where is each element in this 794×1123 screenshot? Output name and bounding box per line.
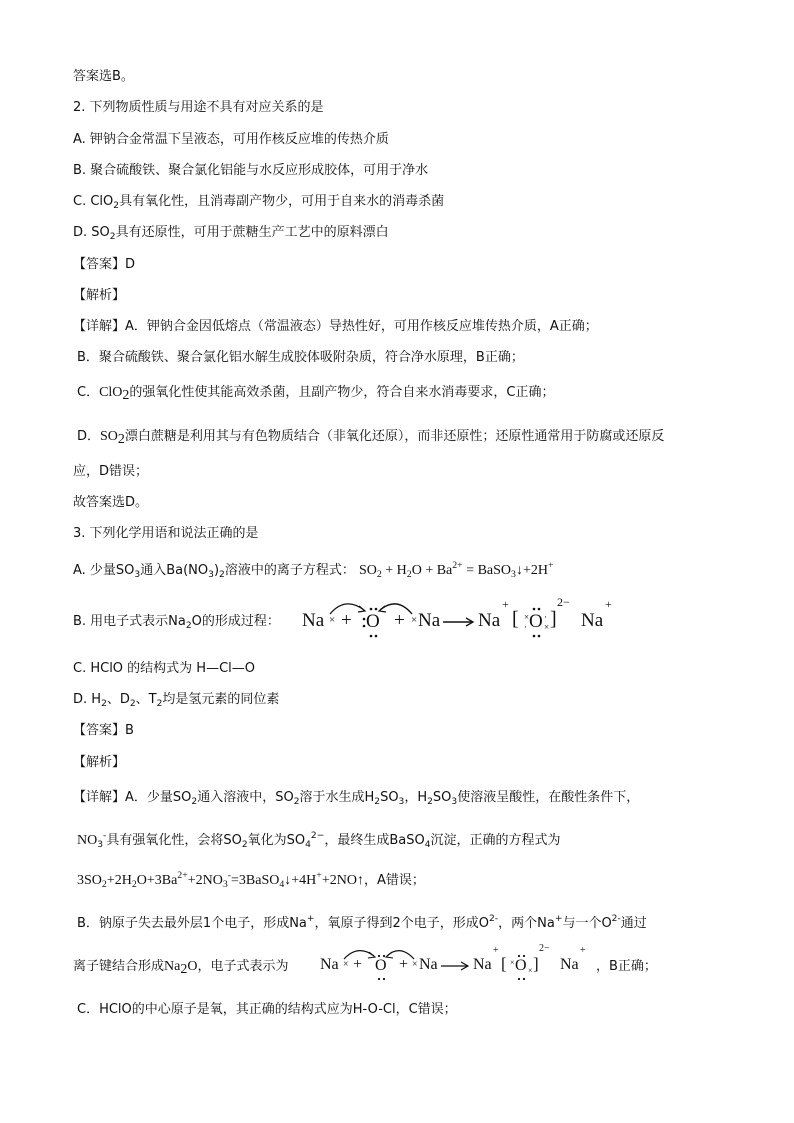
sodium-ion: Na <box>581 610 604 631</box>
explanation-line: 【详解】A．少量$SO_2$通入溶液中，$SO_2$溶于水生成$H_2SO_3$，$H_2SO_3$使溶液呈酸性，在酸性条件下， <box>73 790 640 807</box>
answer-label: 【答案】D <box>73 257 136 272</box>
sodium-ion: Na <box>560 956 579 973</box>
question-2-option-a: A. 钾钠合金常温下呈液态，可用作核反应堆的传热介质 <box>73 132 389 147</box>
sodium-symbol: Na <box>302 610 325 631</box>
explanation-line: B．钠原子失去最外层1个电子，形成Na+，氧原子得到2个电子，形成$O^{2-}$，两个Na+与一个$O^{2-}$通过 <box>77 914 647 931</box>
question-2-stem: 2. 下列物质性质与用途不具有对应关系的是 <box>73 100 324 115</box>
electron-mark: × <box>329 614 336 626</box>
bracket: ] <box>533 954 539 973</box>
oxygen-symbol: O <box>366 611 380 632</box>
explanation-line: C．ClO$_2$的强氧化性使其能高效杀菌，且副产物少，符合自来水消毒要求，C正确； <box>77 385 555 403</box>
sodium-symbol: Na <box>320 956 339 973</box>
electron-mark: × <box>411 614 418 626</box>
plus-sign: + <box>394 610 405 631</box>
oxygen-symbol: O <box>375 957 387 974</box>
analysis-label: 【解析】 <box>73 755 126 770</box>
explanation-line: C．HClO的中心原子是氧，其正确的结构式应为H-O-Cl，C错误； <box>77 1002 457 1017</box>
explanation-line: 离子键结合形成$Na_2O$，电子式表示为 <box>73 959 289 977</box>
bracket: [ <box>512 608 519 630</box>
ionic-equation: $SO_2 + H_2O + Ba^{2+}$ = BaSO$_3$↓+2H+ <box>358 560 554 580</box>
electron-arrows <box>300 596 630 642</box>
bracket: [ <box>501 954 507 973</box>
electron-mark: × <box>343 959 349 970</box>
svg-text:×: × <box>510 958 515 967</box>
electron-arrows <box>320 944 620 984</box>
question-3-option-d: D. $H_2$、$D_2$、$T_2$均是氢元素的同位素 <box>73 692 280 709</box>
chemical-equation: $3SO_2+2H_2O+3Ba^{2+}+2NO_3^-=3BaSO_4↓+4H^++2NO↑$，A错误； <box>77 870 425 890</box>
explanation-line: B．聚合硫酸铁、聚合氯化铝水解生成胶体吸附杂质，符合净水原理，B正确； <box>77 350 524 365</box>
answer-label: 【答案】B <box>73 723 134 738</box>
plus-sign: + <box>353 956 363 973</box>
bracket: ] <box>550 608 557 630</box>
svg-text:×: × <box>528 966 533 975</box>
explanation-line: 【详解】A．钾钠合金因低熔点（常温液态）导热性好，可用作核反应堆传热介质，A正确； <box>73 319 598 334</box>
analysis-label: 【解析】 <box>73 288 126 303</box>
sodium-ion: Na <box>478 610 501 631</box>
question-2-option-c: C. ClO$_2$具有氧化性，且消毒副产物少，可用于自来水的消毒杀菌 <box>73 194 445 211</box>
svg-text:·: · <box>524 622 527 632</box>
electron-formula-small: Na × + O + × Na Na + [ O ] 2− Na + × × <box>320 944 620 984</box>
text-line: 故答案选D。 <box>73 495 149 510</box>
question-2-option-d: D. $SO_2$具有还原性，可用于蔗糖生产工艺中的原料漂白 <box>73 225 389 242</box>
electron-formula-large: Na × + O + × Na Na + [ O ] 2− Na + × · · × <box>300 596 630 642</box>
question-3-option-c: C. HClO 的结构式为 H—Cl—O <box>73 661 256 676</box>
oxygen-symbol: O <box>515 957 527 974</box>
plus-sign: + <box>341 610 352 631</box>
plus-sign: + <box>399 956 409 973</box>
explanation-line-end: ，B正确； <box>596 959 657 974</box>
explanation-line: D．$SO_2$漂白蔗糖是利用其与有色物质结合（非氧化还原），而非还原性；还原性通常用于防腐或还原反 <box>77 429 665 447</box>
svg-text:×: × <box>544 622 550 632</box>
oxygen-symbol: O <box>529 611 543 632</box>
svg-text:·: · <box>544 612 547 622</box>
question-2-option-b: B. 聚合硫酸铁、聚合氯化铝能与水反应形成胶体，可用于净水 <box>73 163 429 178</box>
sodium-symbol: Na <box>419 956 438 973</box>
question-3-option-b: B. 用电子式表示$Na_2O$的形成过程： <box>73 614 280 631</box>
electron-mark: × <box>412 959 418 970</box>
question-3-option-a: A. 少量$SO_3$通入$Ba(NO_3)_2$溶液中的离子方程式： $SO_2 + H_2O + Ba^{2+}$ = BaSO$_3$↓+2H+ <box>73 560 554 580</box>
question-3-stem: 3. 下列化学用语和说法正确的是 <box>73 526 259 541</box>
text-line: 答案选B。 <box>73 69 134 84</box>
explanation-line: $NO_3^-$具有强氧化性，会将$SO_2$氧化为$SO_4^{2-}$，最终生成BaSO$_4$沉淀，正确的方程式为 <box>77 831 561 850</box>
svg-text:×: × <box>524 612 530 622</box>
sodium-ion: Na <box>473 956 492 973</box>
sodium-symbol: Na <box>418 610 441 631</box>
explanation-line: 应，D错误； <box>73 464 149 479</box>
